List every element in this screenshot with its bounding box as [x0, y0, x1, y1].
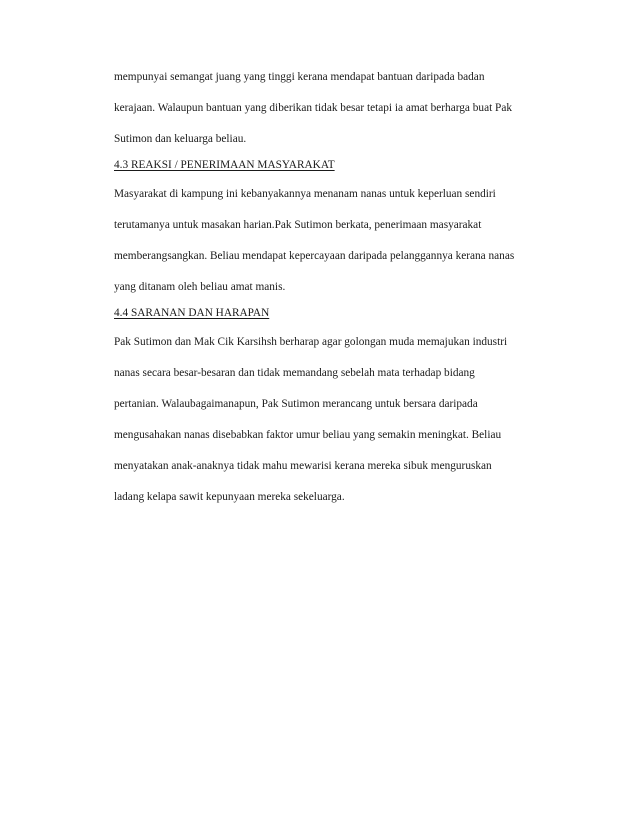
section-4-3-heading: 4.3 REAKSI / PENERIMAAN MASYARAKAT	[114, 159, 335, 171]
section-4-4-line: nanas secara besar-besaran dan tidak memandang sebelah mata terhadap bidang	[114, 367, 475, 379]
section-4-4-line: mengusahakan nanas disebabkan faktor umur beliau yang semakin meningkat. Beliau	[114, 429, 502, 441]
paragraph-1-line: Sutimon dan keluarga beliau.	[114, 133, 247, 145]
section-4-3-line: yang ditanam oleh beliau amat manis.	[114, 281, 286, 293]
paragraph-1-line: kerajaan. Walaupun bantuan yang diberikan tidak besar tetapi ia amat berharga buat Pak	[114, 102, 512, 114]
section-4-3-line: terutamanya untuk masakan harian.Pak Sutimon berkata, penerimaan masyarakat	[114, 219, 482, 231]
paragraph-1-line: mempunyai semangat juang yang tinggi kerana mendapat bantuan daripada badan	[114, 71, 485, 83]
section-4-3-line: memberangsangkan. Beliau mendapat kepercayaan daripada pelanggannya kerana nanas	[114, 250, 515, 262]
section-4-4-line: menyatakan anak-anaknya tidak mahu mewarisi kerana mereka sibuk menguruskan	[114, 460, 492, 472]
section-4-3-line: Masyarakat di kampung ini kebanyakannya menanam nanas untuk keperluan sendiri	[114, 188, 496, 200]
section-4-4-heading: 4.4 SARANAN DAN HARAPAN	[114, 307, 270, 319]
section-4-4-line: ladang kelapa sawit kepunyaan mereka sekeluarga.	[114, 491, 345, 503]
section-4-4-line: pertanian. Walaubagaimanapun, Pak Sutimon merancang untuk bersara daripada	[114, 398, 478, 410]
section-4-4-line: Pak Sutimon dan Mak Cik Karsihsh berharap agar golongan muda memajukan industri	[114, 336, 508, 348]
